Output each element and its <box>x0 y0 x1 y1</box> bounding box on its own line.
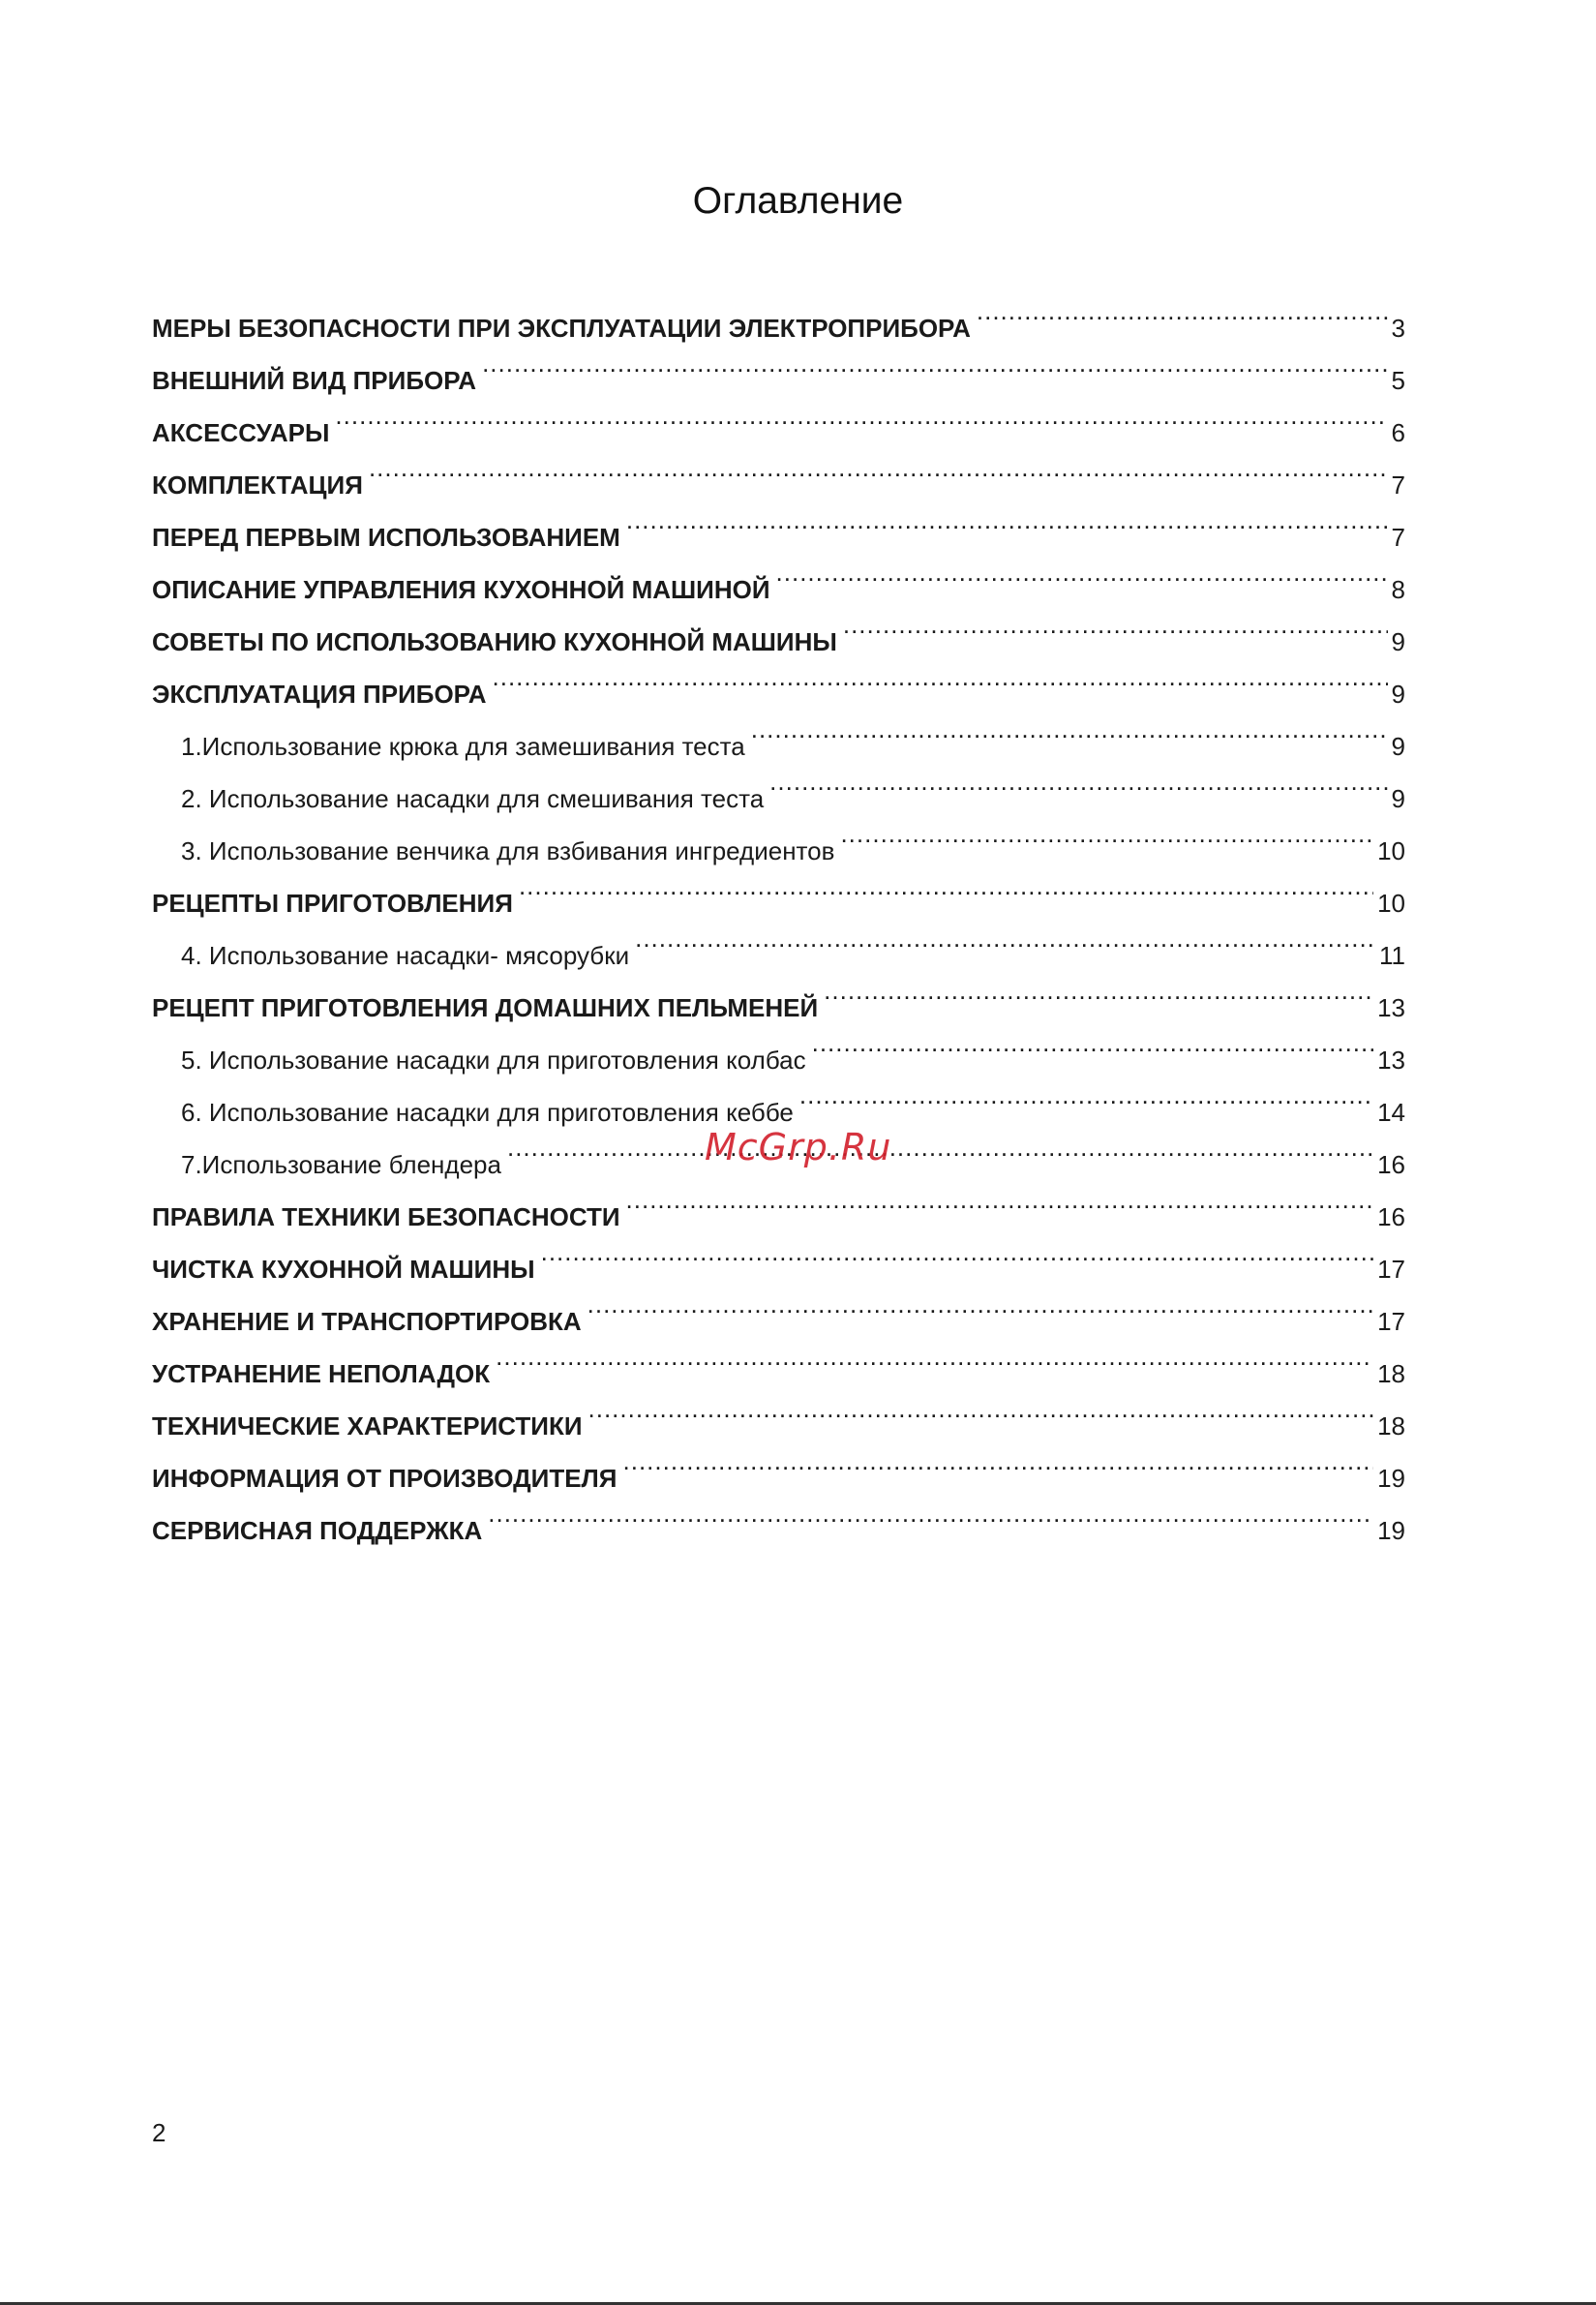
toc-entry-page: 16 <box>1377 1150 1405 1179</box>
toc-entry-label: 3. Использование венчика для взбивания ингредиентов <box>181 836 835 865</box>
toc-entry-label: КОМПЛЕКТАЦИЯ <box>152 470 363 500</box>
toc-entry-page: 19 <box>1377 1516 1405 1545</box>
toc-entry-page: 13 <box>1377 993 1405 1022</box>
toc-dot-leader <box>369 441 1388 494</box>
toc-dot-leader <box>519 860 1373 912</box>
toc-dot-leader <box>840 807 1373 860</box>
toc-entry-page: 6 <box>1391 418 1405 447</box>
toc-entry-page: 10 <box>1377 836 1405 865</box>
toc-dot-leader <box>824 964 1373 1016</box>
toc-entry-page: 13 <box>1377 1046 1405 1075</box>
toc-entry-page: 3 <box>1391 314 1405 343</box>
toc-entry-page: 17 <box>1377 1307 1405 1336</box>
toc-dot-leader <box>507 1121 1373 1173</box>
toc-dot-leader <box>635 912 1375 964</box>
toc-entry-page: 5 <box>1391 366 1405 395</box>
toc-entry-page: 7 <box>1391 470 1405 500</box>
toc-dot-leader <box>977 285 1388 337</box>
toc-entry-label: ИНФОРМАЦИЯ ОТ ПРОИЗВОДИТЕЛЯ <box>152 1464 617 1493</box>
toc-entry-label: МЕРЫ БЕЗОПАСНОСТИ ПРИ ЭКСПЛУАТАЦИИ ЭЛЕКТРОПРИБОРА <box>152 314 971 343</box>
toc-entry-page: 9 <box>1391 784 1405 813</box>
toc-entry-label: 1.Использование крюка для замешивания теста <box>181 732 745 761</box>
toc-dot-leader <box>776 546 1388 598</box>
toc-dot-leader <box>496 1330 1373 1382</box>
toc-title: Оглавление <box>692 180 904 222</box>
toc-entry-label: СОВЕТЫ ПО ИСПОЛЬЗОВАНИЮ КУХОННОЙ МАШИНЫ <box>152 627 837 656</box>
toc-entry-page: 17 <box>1377 1255 1405 1284</box>
toc-entry-page: 19 <box>1377 1464 1405 1493</box>
toc-dot-leader <box>623 1435 1374 1487</box>
toc-dot-leader <box>482 337 1387 389</box>
toc-dot-leader <box>488 1487 1373 1539</box>
toc-dot-leader <box>587 1278 1373 1330</box>
toc-entry-page: 11 <box>1379 941 1405 970</box>
toc-dot-leader <box>626 494 1388 546</box>
toc-entry-label: ПЕРЕД ПЕРВЫМ ИСПОЛЬЗОВАНИЕМ <box>152 523 620 552</box>
toc-dot-leader <box>588 1382 1374 1435</box>
toc-entry-label: ПРАВИЛА ТЕХНИКИ БЕЗОПАСНОСТИ <box>152 1202 620 1231</box>
toc-entry-page: 18 <box>1377 1359 1405 1388</box>
toc-entry-label: 6. Использование насадки для приготовления кеббе <box>181 1098 794 1127</box>
toc-entry-page: 10 <box>1377 889 1405 918</box>
toc-entry-page: 9 <box>1391 680 1405 709</box>
toc-entry-label: АКСЕССУАРЫ <box>152 418 330 447</box>
toc-entry-label: 4. Использование насадки- мясорубки <box>181 941 630 970</box>
toc-entry-page: 16 <box>1377 1202 1405 1231</box>
page-number: 2 <box>152 2118 166 2147</box>
toc-entry-label: СЕРВИСНАЯ ПОДДЕРЖКА <box>152 1516 483 1545</box>
toc-dot-leader <box>751 703 1388 755</box>
toc-entry-page: 8 <box>1391 575 1405 604</box>
toc-dot-leader <box>812 1016 1373 1069</box>
toc-entry-label: 5. Использование насадки для приготовления колбас <box>181 1046 806 1075</box>
toc-entry-label: УСТРАНЕНИЕ НЕПОЛАДОК <box>152 1359 491 1388</box>
toc-entry-label: ОПИСАНИЕ УПРАВЛЕНИЯ КУХОННОЙ МАШИНОЙ <box>152 575 770 604</box>
toc-entry-page: 14 <box>1377 1098 1405 1127</box>
toc-dot-leader <box>493 651 1388 703</box>
toc-entry-label: РЕЦЕПТЫ ПРИГОТОВЛЕНИЯ <box>152 889 513 918</box>
toc-entry-label: ЭКСПЛУАТАЦИЯ ПРИБОРА <box>152 680 487 709</box>
toc-dot-leader <box>541 1226 1373 1278</box>
toc-entry-label: РЕЦЕПТ ПРИГОТОВЛЕНИЯ ДОМАШНИХ ПЕЛЬМЕНЕЙ <box>152 993 819 1022</box>
toc-entry-page: 9 <box>1391 627 1405 656</box>
toc-entry-label: ВНЕШНИЙ ВИД ПРИБОРА <box>152 366 477 395</box>
toc-entry-label: ХРАНЕНИЕ И ТРАНСПОРТИРОВКА <box>152 1307 582 1336</box>
toc-entry-page: 18 <box>1377 1411 1405 1441</box>
toc-dot-leader <box>769 755 1387 807</box>
toc-entry[interactable] <box>152 389 1405 447</box>
toc-entry-page: 7 <box>1391 523 1405 552</box>
toc-entry[interactable] <box>152 285 1405 343</box>
toc-entry-label: ТЕХНИЧЕСКИЕ ХАРАКТЕРИСТИКИ <box>152 1411 583 1441</box>
toc-dot-leader <box>335 389 1387 441</box>
toc-entry-page: 9 <box>1391 732 1405 761</box>
table-of-contents <box>152 285 1405 1545</box>
toc-entry-label: 7.Использование блендера <box>181 1150 501 1179</box>
toc-entry-label: 2. Использование насадки для смешивания теста <box>181 784 765 813</box>
toc-entry[interactable] <box>152 441 1405 500</box>
toc-entry-label: ЧИСТКА КУХОННОЙ МАШИНЫ <box>152 1255 535 1284</box>
toc-dot-leader <box>626 1173 1374 1226</box>
toc-dot-leader <box>799 1069 1373 1121</box>
toc-dot-leader <box>843 598 1388 651</box>
watermark: McGrp.Ru <box>705 1126 892 1168</box>
